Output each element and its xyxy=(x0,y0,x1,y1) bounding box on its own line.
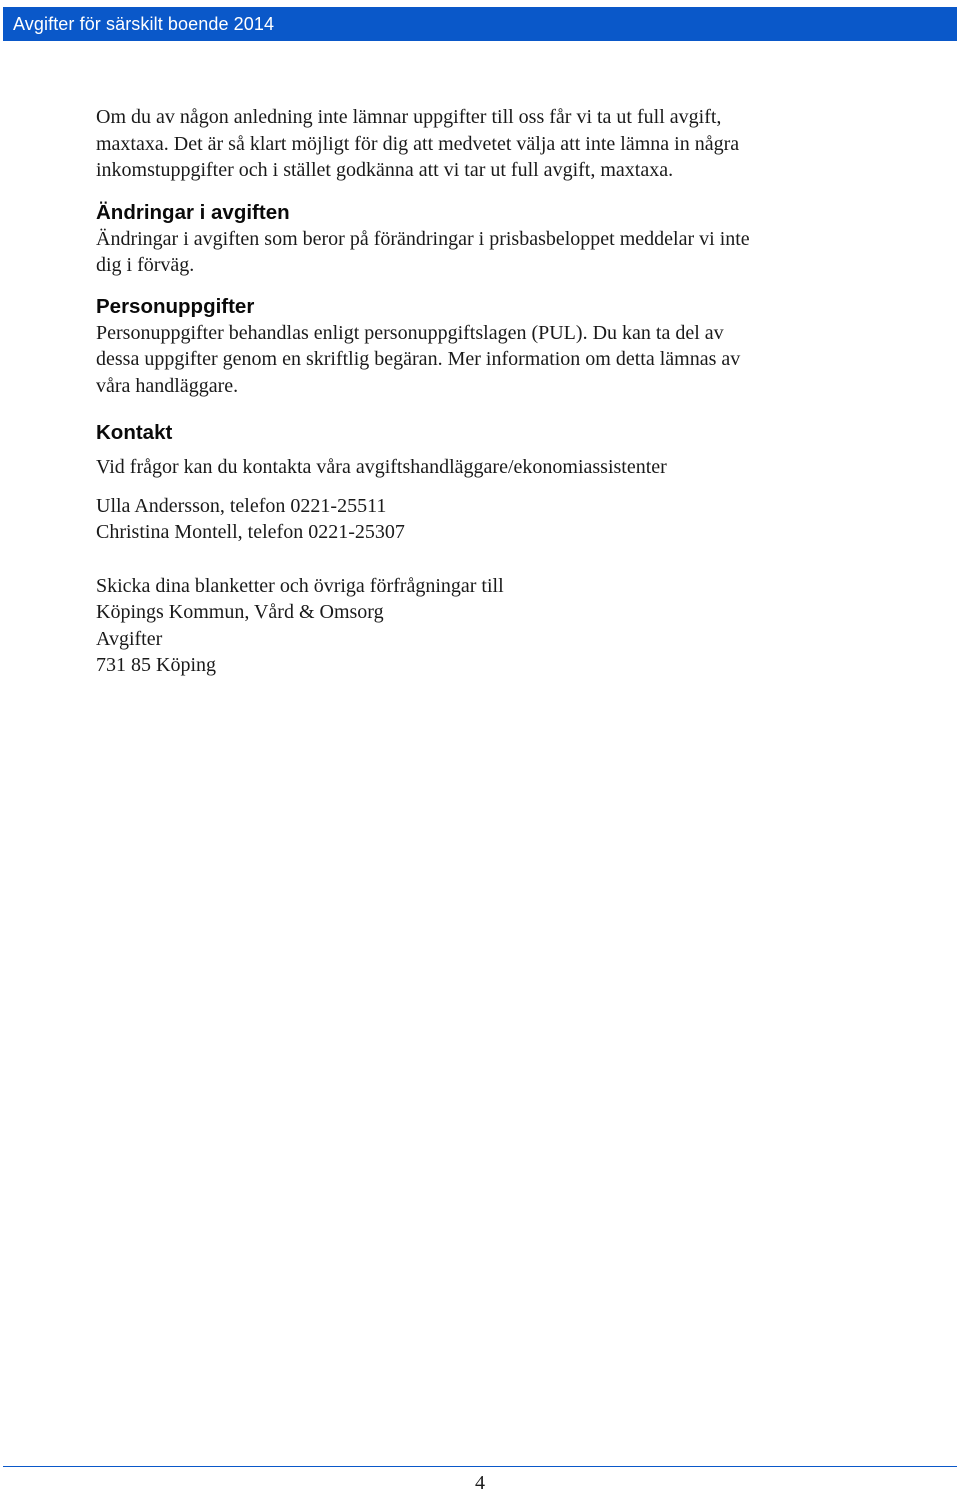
intro-section xyxy=(96,104,876,184)
document-title: Avgifter för särskilt boende 2014 xyxy=(13,13,275,34)
kontakt-section xyxy=(96,419,876,679)
page-number: 4 xyxy=(475,1472,485,1494)
contact-entry: Ulla Andersson, telefon 0221-25511 xyxy=(96,494,387,517)
personuppgifter-line: dessa uppgifter genom en skriftlig begäran. Mer information om detta lämnas av xyxy=(96,348,741,370)
andringar-line: Ändringar i avgiften som beror på förändringar i prisbasbeloppet meddelar vi inte xyxy=(96,227,750,250)
contact-entry: Christina Montell, telefon 0221-25307 xyxy=(96,521,405,543)
intro-line: inkomstuppgifter och i stället godkänna att vi tar ut full avgift, maxtaxa. xyxy=(96,159,674,181)
address-line: Köpings Kommun, Vård & Omsorg xyxy=(96,601,384,623)
personuppgifter-section xyxy=(96,293,876,400)
personuppgifter-heading: Personuppgifter xyxy=(96,294,255,318)
document-header-bar xyxy=(3,7,957,41)
address-line: Skicka dina blanketter och övriga förfrågningar till xyxy=(96,574,504,597)
address-line: 731 85 Köping xyxy=(96,654,216,676)
page-content xyxy=(96,104,876,679)
intro-line: maxtaxa. Det är så klart möjligt för dig att medvetet välja att inte lämna in några xyxy=(96,132,740,155)
intro-line: Om du av någon anledning inte lämnar uppgifter till oss får vi ta ut full avgift, xyxy=(96,106,722,128)
personuppgifter-line: våra handläggare. xyxy=(96,374,239,397)
personuppgifter-line: Personuppgifter behandlas enligt personuppgiftslagen (PUL). Du kan ta del av xyxy=(96,321,724,344)
kontakt-heading: Kontakt xyxy=(96,421,173,444)
kontakt-intro: Vid frågor kan du kontakta våra avgiftshandläggare/ekonomiassistenter xyxy=(96,456,667,478)
andringar-section xyxy=(96,199,876,279)
andringar-heading: Ändringar i avgiften xyxy=(96,200,290,224)
andringar-line: dig i förväg. xyxy=(96,254,195,276)
footer-divider xyxy=(3,1466,957,1467)
address-line: Avgifter xyxy=(96,627,163,650)
